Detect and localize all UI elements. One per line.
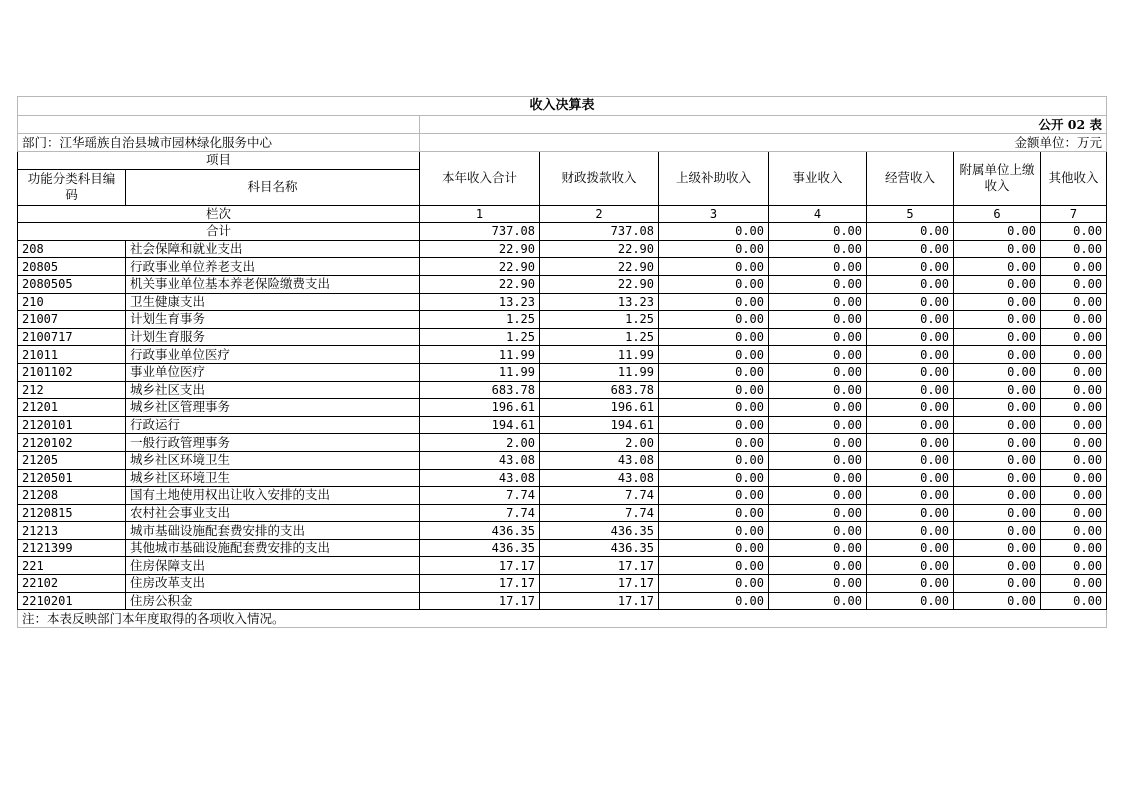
amount-cell: 0.00: [659, 451, 769, 469]
amount-cell: 0.00: [769, 575, 867, 593]
footnote: 注：本表反映部门本年度取得的各项收入情况。: [18, 610, 1107, 628]
department-label: 部门：江华瑶族自治县城市园林绿化服务中心: [18, 134, 420, 152]
amount-cell: 0.00: [1041, 592, 1107, 610]
amount-cell: 0.00: [954, 592, 1041, 610]
amount-cell: 0.00: [769, 539, 867, 557]
amount-cell: 17.17: [540, 592, 659, 610]
form-number-row: [18, 116, 1107, 134]
header-project: 项目: [18, 152, 420, 170]
amount-cell: 11.99: [420, 363, 540, 381]
amount-cell: 194.61: [420, 416, 540, 434]
amount-cell: 436.35: [420, 539, 540, 557]
amount-cell: 0.00: [1041, 487, 1107, 505]
subject-name: 机关事业单位基本养老保险缴费支出: [126, 275, 420, 293]
amount-cell: 0.00: [659, 592, 769, 610]
amount-cell: 0.00: [659, 363, 769, 381]
amount-cell: 0.00: [954, 363, 1041, 381]
amount-cell: 0.00: [769, 328, 867, 346]
amount-cell: 11.99: [540, 363, 659, 381]
page-title: 收入决算表: [18, 97, 1107, 116]
table-row: [18, 469, 1107, 487]
amount-cell: 0.00: [769, 381, 867, 399]
subject-name: 其他城市基础设施配套费安排的支出: [126, 539, 420, 557]
form-number: 公开 02 表: [420, 116, 1107, 134]
amount-cell: 7.74: [420, 487, 540, 505]
header-row-1: [18, 152, 1107, 170]
amount-cell: 0.00: [659, 240, 769, 258]
amount-cell: 0.00: [1041, 240, 1107, 258]
amount-cell: 0.00: [769, 293, 867, 311]
amount-cell: 1.25: [540, 328, 659, 346]
amount-cell: 0.00: [769, 346, 867, 364]
total-value: 0.00: [954, 223, 1041, 241]
subject-code: 2080505: [18, 275, 126, 293]
subject-code: 21205: [18, 451, 126, 469]
subject-code: 21208: [18, 487, 126, 505]
subject-name: 城乡社区管理事务: [126, 399, 420, 417]
amount-cell: 22.90: [540, 240, 659, 258]
amount-cell: 0.00: [867, 275, 954, 293]
header-total: 本年收入合计: [420, 152, 540, 206]
amount-cell: 17.17: [420, 592, 540, 610]
subject-name: 住房公积金: [126, 592, 420, 610]
amount-cell: 0.00: [1041, 399, 1107, 417]
amount-cell: 7.74: [420, 504, 540, 522]
amount-cell: 0.00: [1041, 575, 1107, 593]
amount-cell: 1.25: [420, 311, 540, 329]
total-row: [18, 223, 1107, 241]
amount-cell: 436.35: [540, 539, 659, 557]
amount-cell: 0.00: [1041, 311, 1107, 329]
index-label: 栏次: [18, 205, 420, 223]
amount-cell: 0.00: [769, 311, 867, 329]
amount-cell: 0.00: [867, 504, 954, 522]
subject-name: 农村社会事业支出: [126, 504, 420, 522]
amount-cell: 0.00: [659, 504, 769, 522]
subject-name: 城乡社区支出: [126, 381, 420, 399]
subject-name: 城乡社区环境卫生: [126, 469, 420, 487]
table-row: [18, 346, 1107, 364]
amount-cell: 0.00: [1041, 522, 1107, 540]
amount-cell: 196.61: [540, 399, 659, 417]
amount-cell: 0.00: [659, 311, 769, 329]
amount-cell: 0.00: [1041, 381, 1107, 399]
subject-name: 住房改革支出: [126, 575, 420, 593]
amount-cell: 0.00: [1041, 346, 1107, 364]
subject-code: 221: [18, 557, 126, 575]
header-other: 其他收入: [1041, 152, 1107, 206]
amount-cell: 0.00: [1041, 293, 1107, 311]
amount-cell: 22.90: [420, 240, 540, 258]
amount-cell: 0.00: [769, 363, 867, 381]
amount-cell: 22.90: [540, 258, 659, 276]
amount-cell: 0.00: [659, 539, 769, 557]
amount-cell: 0.00: [769, 504, 867, 522]
amount-cell: 0.00: [954, 258, 1041, 276]
index-col: 7: [1041, 205, 1107, 223]
index-col: 5: [867, 205, 954, 223]
amount-cell: 0.00: [769, 557, 867, 575]
amount-cell: 0.00: [954, 469, 1041, 487]
amount-cell: 0.00: [769, 258, 867, 276]
index-col: 4: [769, 205, 867, 223]
header-operating: 经营收入: [867, 152, 954, 206]
subject-code: 21213: [18, 522, 126, 540]
table-row: [18, 451, 1107, 469]
amount-cell: 0.00: [769, 451, 867, 469]
subject-code: 210: [18, 293, 126, 311]
table-row: [18, 293, 1107, 311]
amount-cell: 17.17: [540, 575, 659, 593]
subject-code: 21007: [18, 311, 126, 329]
subject-name: 计划生育事务: [126, 311, 420, 329]
amount-cell: 2.00: [540, 434, 659, 452]
subject-code: 212: [18, 381, 126, 399]
amount-cell: 0.00: [659, 275, 769, 293]
amount-cell: 0.00: [954, 346, 1041, 364]
amount-cell: 0.00: [769, 399, 867, 417]
amount-cell: 0.00: [867, 399, 954, 417]
subject-name: 住房保障支出: [126, 557, 420, 575]
amount-cell: 0.00: [1041, 328, 1107, 346]
header-name: 科目名称: [126, 169, 420, 205]
table-row: [18, 592, 1107, 610]
amount-cell: 0.00: [769, 592, 867, 610]
amount-cell: 22.90: [540, 275, 659, 293]
table-row: [18, 504, 1107, 522]
amount-cell: 0.00: [867, 469, 954, 487]
amount-cell: 0.00: [659, 258, 769, 276]
total-value: 737.08: [540, 223, 659, 241]
amount-cell: 0.00: [954, 487, 1041, 505]
amount-cell: 683.78: [540, 381, 659, 399]
unit-label: 金额单位：万元: [420, 134, 1107, 152]
amount-cell: 7.74: [540, 487, 659, 505]
amount-cell: 0.00: [769, 469, 867, 487]
amount-cell: 0.00: [867, 240, 954, 258]
amount-cell: 0.00: [954, 328, 1041, 346]
amount-cell: 0.00: [867, 575, 954, 593]
amount-cell: 0.00: [867, 311, 954, 329]
amount-cell: 0.00: [954, 275, 1041, 293]
amount-cell: 0.00: [659, 557, 769, 575]
table-row: [18, 311, 1107, 329]
amount-cell: 0.00: [954, 451, 1041, 469]
amount-cell: 0.00: [1041, 275, 1107, 293]
subject-code: 22102: [18, 575, 126, 593]
amount-cell: 0.00: [659, 346, 769, 364]
amount-cell: 0.00: [867, 487, 954, 505]
amount-cell: 0.00: [1041, 416, 1107, 434]
amount-cell: 0.00: [1041, 434, 1107, 452]
subject-code: 2120101: [18, 416, 126, 434]
amount-cell: 43.08: [540, 451, 659, 469]
subject-name: 计划生育服务: [126, 328, 420, 346]
amount-cell: 7.74: [540, 504, 659, 522]
amount-cell: 0.00: [954, 504, 1041, 522]
header-career: 事业收入: [769, 152, 867, 206]
amount-cell: 17.17: [420, 575, 540, 593]
amount-cell: 0.00: [1041, 469, 1107, 487]
amount-cell: 2.00: [420, 434, 540, 452]
amount-cell: 0.00: [954, 399, 1041, 417]
amount-cell: 0.00: [769, 487, 867, 505]
amount-cell: 196.61: [420, 399, 540, 417]
total-value: 0.00: [659, 223, 769, 241]
total-value: 0.00: [769, 223, 867, 241]
table-row: [18, 381, 1107, 399]
header-code: 功能分类科目编码: [18, 169, 126, 205]
meta-row: [18, 134, 1107, 152]
subject-name: 城乡社区环境卫生: [126, 451, 420, 469]
index-col: 3: [659, 205, 769, 223]
index-col: 6: [954, 205, 1041, 223]
subject-code: 2120501: [18, 469, 126, 487]
amount-cell: 0.00: [867, 557, 954, 575]
amount-cell: 0.00: [954, 293, 1041, 311]
amount-cell: 1.25: [420, 328, 540, 346]
amount-cell: 0.00: [867, 416, 954, 434]
amount-cell: 0.00: [1041, 539, 1107, 557]
amount-cell: 0.00: [659, 434, 769, 452]
amount-cell: 0.00: [659, 416, 769, 434]
amount-cell: 0.00: [867, 258, 954, 276]
amount-cell: 17.17: [420, 557, 540, 575]
amount-cell: 0.00: [659, 293, 769, 311]
amount-cell: 0.00: [954, 240, 1041, 258]
subject-code: 2121399: [18, 539, 126, 557]
amount-cell: 194.61: [540, 416, 659, 434]
table-row: [18, 275, 1107, 293]
amount-cell: 0.00: [659, 328, 769, 346]
table-row: [18, 363, 1107, 381]
amount-cell: 0.00: [1041, 258, 1107, 276]
amount-cell: 0.00: [954, 416, 1041, 434]
amount-cell: 0.00: [954, 539, 1041, 557]
amount-cell: 0.00: [867, 539, 954, 557]
amount-cell: 22.90: [420, 275, 540, 293]
subject-name: 行政运行: [126, 416, 420, 434]
subject-code: 20805: [18, 258, 126, 276]
amount-cell: 0.00: [867, 328, 954, 346]
table-row: [18, 539, 1107, 557]
table-row: [18, 575, 1107, 593]
subject-name: 城市基础设施配套费安排的支出: [126, 522, 420, 540]
amount-cell: 436.35: [420, 522, 540, 540]
amount-cell: 0.00: [769, 240, 867, 258]
total-value: 0.00: [867, 223, 954, 241]
amount-cell: 0.00: [1041, 504, 1107, 522]
amount-cell: 0.00: [769, 275, 867, 293]
subject-name: 社会保障和就业支出: [126, 240, 420, 258]
amount-cell: 0.00: [659, 487, 769, 505]
amount-cell: 17.17: [540, 557, 659, 575]
amount-cell: 0.00: [769, 522, 867, 540]
subject-code: 2120102: [18, 434, 126, 452]
amount-cell: 0.00: [867, 363, 954, 381]
amount-cell: 683.78: [420, 381, 540, 399]
table-row: [18, 522, 1107, 540]
subject-code: 2100717: [18, 328, 126, 346]
note-row: [18, 610, 1107, 628]
table-row: [18, 434, 1107, 452]
amount-cell: 43.08: [540, 469, 659, 487]
table-row: [18, 557, 1107, 575]
amount-cell: 22.90: [420, 258, 540, 276]
table-row: [18, 328, 1107, 346]
amount-cell: 11.99: [540, 346, 659, 364]
subject-name: 卫生健康支出: [126, 293, 420, 311]
subject-name: 行政事业单位医疗: [126, 346, 420, 364]
amount-cell: 0.00: [769, 434, 867, 452]
subject-name: 事业单位医疗: [126, 363, 420, 381]
amount-cell: 0.00: [867, 293, 954, 311]
table-row: [18, 416, 1107, 434]
amount-cell: 0.00: [954, 381, 1041, 399]
amount-cell: 0.00: [659, 399, 769, 417]
income-statement-sheet: [17, 96, 1106, 628]
title-row: [18, 97, 1107, 116]
total-value: 737.08: [420, 223, 540, 241]
subject-code: 208: [18, 240, 126, 258]
header-fiscal: 财政拨款收入: [540, 152, 659, 206]
header-superior: 上级补助收入: [659, 152, 769, 206]
amount-cell: 0.00: [954, 522, 1041, 540]
amount-cell: 13.23: [540, 293, 659, 311]
amount-cell: 0.00: [769, 416, 867, 434]
amount-cell: 0.00: [659, 522, 769, 540]
subject-code: 21011: [18, 346, 126, 364]
subject-name: 行政事业单位养老支出: [126, 258, 420, 276]
table-row: [18, 258, 1107, 276]
amount-cell: 0.00: [867, 451, 954, 469]
index-row: [18, 205, 1107, 223]
amount-cell: 0.00: [867, 346, 954, 364]
amount-cell: 0.00: [954, 575, 1041, 593]
header-affiliated: 附属单位上缴收入: [954, 152, 1041, 206]
table-row: [18, 240, 1107, 258]
amount-cell: 0.00: [659, 575, 769, 593]
table-row: [18, 487, 1107, 505]
index-col: 2: [540, 205, 659, 223]
total-label: 合计: [18, 223, 420, 241]
subject-name: 一般行政管理事务: [126, 434, 420, 452]
amount-cell: 0.00: [659, 469, 769, 487]
subject-code: 2210201: [18, 592, 126, 610]
income-table: [17, 96, 1107, 628]
amount-cell: 13.23: [420, 293, 540, 311]
subject-code: 2120815: [18, 504, 126, 522]
amount-cell: 0.00: [867, 592, 954, 610]
amount-cell: 1.25: [540, 311, 659, 329]
amount-cell: 0.00: [1041, 557, 1107, 575]
subject-code: 2101102: [18, 363, 126, 381]
amount-cell: 0.00: [954, 311, 1041, 329]
amount-cell: 436.35: [540, 522, 659, 540]
amount-cell: 43.08: [420, 451, 540, 469]
table-row: [18, 399, 1107, 417]
subject-code: 21201: [18, 399, 126, 417]
index-col: 1: [420, 205, 540, 223]
amount-cell: 0.00: [867, 522, 954, 540]
amount-cell: 0.00: [1041, 451, 1107, 469]
amount-cell: 0.00: [1041, 363, 1107, 381]
amount-cell: 0.00: [954, 434, 1041, 452]
amount-cell: 43.08: [420, 469, 540, 487]
amount-cell: 0.00: [954, 557, 1041, 575]
subject-name: 国有土地使用权出让收入安排的支出: [126, 487, 420, 505]
amount-cell: 0.00: [659, 381, 769, 399]
amount-cell: 0.00: [867, 434, 954, 452]
amount-cell: 11.99: [420, 346, 540, 364]
amount-cell: 0.00: [867, 381, 954, 399]
total-value: 0.00: [1041, 223, 1107, 241]
